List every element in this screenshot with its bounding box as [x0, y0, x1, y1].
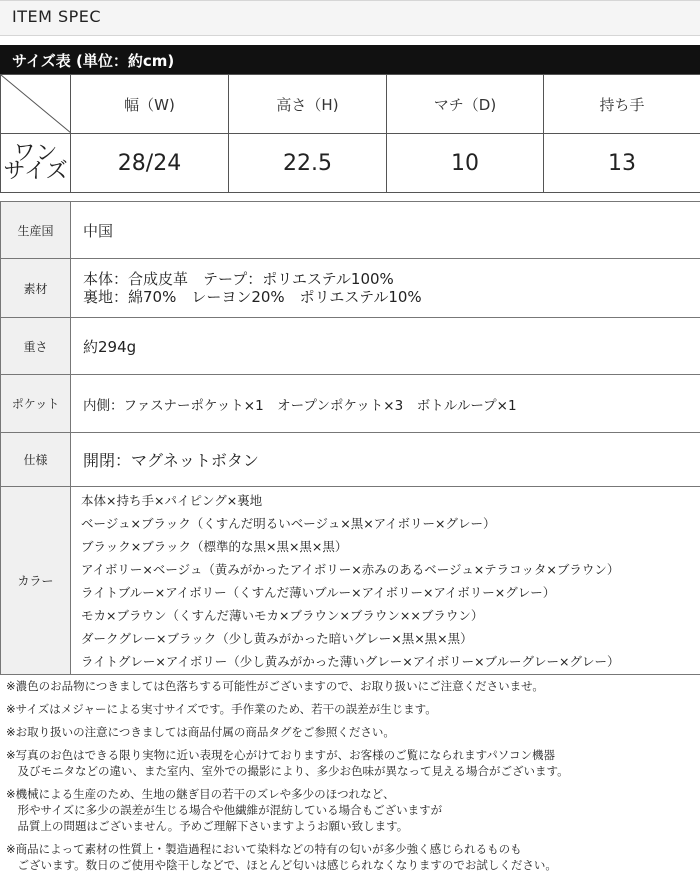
size-table-title: サイズ表 (単位：約cm) [12, 52, 175, 70]
spec-row-color [1, 487, 700, 675]
diagonal-line [1, 75, 71, 133]
spec-value-origin: 中国 [71, 202, 700, 259]
material-line-2: 裏地：綿70% レーヨン20% ポリエステル10% [83, 288, 422, 306]
spec-label-origin: 生産国 [1, 202, 71, 259]
spec-row-weight [1, 318, 700, 375]
size-table-row [1, 134, 700, 193]
size-table-header-row [1, 75, 700, 134]
spec-row-origin [1, 202, 700, 259]
spec-row-spec [1, 433, 700, 487]
notes-section [6, 678, 696, 880]
size-row-label-line2: サイズ [3, 159, 68, 184]
size-value-handle: 13 [544, 134, 700, 193]
color-line: ダークグレー×ブラック（少し黄みがかった暗いグレー×黒×黒×黒） [81, 630, 473, 646]
spec-label-pocket: ポケット [1, 375, 71, 433]
color-line: アイボリー×ベージュ（黄みがかったアイボリー×赤みのあるベージュ×テラコッタ×ブラウン） [81, 561, 620, 577]
size-table-corner-cell [1, 75, 71, 134]
spec-label-spec: 仕様 [1, 433, 71, 487]
color-line: ベージュ×ブラック（くすんだ明るいベージュ×黒×アイボリー×グレー） [81, 515, 496, 531]
size-header-handle: 持ち手 [544, 75, 700, 134]
spec-value-color [71, 487, 700, 675]
note-item: ※機械による生産のため、生地の継ぎ目の若干のズレや多少のほつれなど、 形やサイズに多少の誤差が生じる場合や他繊維が混紡している場合もございますが 品質上の問題はございません。予めご理解下さいますようお願い致します。 [6, 787, 443, 833]
note-item: ※写真のお色はできる限り実物に近い表現を心がけておりますが、お客様のご覧になられますパソコン機器 及びモニタなどの違い、また室内、室外での撮影により、多少お色味が異なって見える場合がございます。 [6, 748, 569, 778]
size-row-label [1, 134, 71, 193]
spec-label-weight: 重さ [1, 318, 71, 375]
size-header-width: 幅（W) [71, 75, 229, 134]
note-item: ※サイズはメジャーによる実寸サイズです。手作業のため、若干の誤差が生じます。 [6, 702, 437, 716]
material-line-1: 本体：合成皮革 テープ：ポリエステル100% [83, 270, 394, 288]
item-spec-title: ITEM SPEC [12, 7, 102, 26]
spec-label-color: カラー [1, 487, 71, 675]
note-item: ※お取り扱いの注意につきましては商品付属の商品タグをご参照ください。 [6, 725, 395, 739]
color-line: ライトグレー×アイボリー（少し黄みがかった薄いグレー×アイボリー×ブルーグレー×グレー） [81, 653, 620, 669]
size-value-width: 28/24 [71, 134, 229, 193]
item-spec-header [0, 0, 700, 36]
color-line: 本体×持ち手×パイピング×裏地 [81, 492, 263, 508]
note-item: ※商品によって素材の性質上・製造過程において染料などの特有の匂いが多少強く感じられるものも ございます。数日のご使用や陰干しなどで、ほとんど匂いは感じられなくなりますのでお試しください。 [6, 842, 557, 872]
size-header-height: 高さ（H) [229, 75, 387, 134]
spec-label-material: 素材 [1, 259, 71, 318]
color-line: モカ×ブラウン（くすんだ薄いモカ×ブラウン×ブラウン××ブラウン） [81, 607, 484, 623]
color-line: ライトブルー×アイボリー（くすんだ薄いブルー×アイボリー×アイボリー×グレー） [81, 584, 556, 600]
spec-value-spec: 開閉：マグネットボタン [71, 433, 700, 487]
spec-row-pocket [1, 375, 700, 433]
size-value-depth: 10 [387, 134, 544, 193]
size-table [0, 74, 700, 193]
spec-value-weight: 約294g [71, 318, 700, 375]
note-item: ※濃色のお品物につきましては色落ちする可能性がございますので、お取り扱いにご注意くださいませ。 [6, 679, 544, 693]
spec-value-pocket: 内側：ファスナーポケット×1 オープンポケット×3 ボトルループ×1 [71, 375, 700, 433]
spec-value-material [71, 259, 700, 318]
spec-table [0, 201, 700, 675]
color-line: ブラック×ブラック（標準的な黒×黒×黒×黒） [81, 538, 348, 554]
spec-row-material [1, 259, 700, 318]
size-header-depth: マチ（D) [387, 75, 544, 134]
size-value-height: 22.5 [229, 134, 387, 193]
size-table-title-bar [0, 45, 700, 74]
size-row-label-line1: ワン [13, 141, 58, 166]
